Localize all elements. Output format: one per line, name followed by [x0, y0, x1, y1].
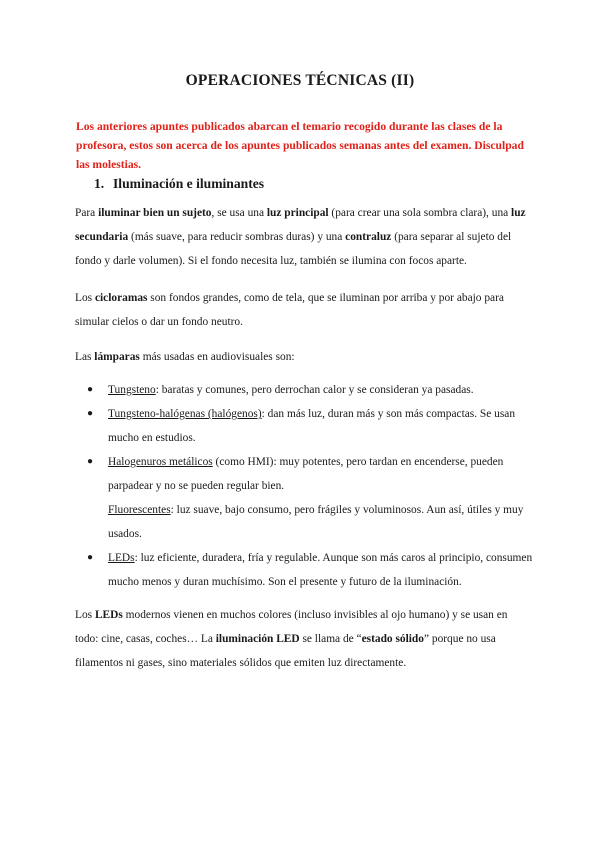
text-run: (para separar al sujeto del fondo y darle volumen). Si el fondo necesita luz, también se ilumina con focos aparte. — [75, 231, 512, 267]
bullet-icon: ● — [87, 384, 94, 395]
list-item-text: : luz eficiente, duradera, fría y regulable. Aunque son más caros al principio, consumen mucho menos y duran muchísimo. Son el presente y futuro de la iluminación. — [108, 552, 533, 588]
text-run: modernos vienen en muchos colores (incluso invisibles al ojo humano) y se usan en todo: cine, casas, coches… La — [75, 609, 508, 645]
paragraph-lighting — [75, 201, 533, 273]
bold-term: cicloramas — [94, 292, 148, 304]
list-item-term: Tungsteno-halógenas (halógenos) — [108, 408, 262, 420]
list-item-term: LEDs — [108, 552, 135, 564]
text-run: Los — [75, 292, 95, 304]
notice-text: Los anteriores apuntes publicados abarcan el temario recogido durante las clases de la profesora, estos son acerca de los apuntes publicados semanas antes del examen. Disculpad las molestias. — [76, 120, 524, 171]
list-item-term: Fluorescentes — [108, 504, 171, 516]
list-item-text: : luz suave, bajo consumo, pero frágiles y voluminosos. Aun así, útiles y muy usados. — [108, 504, 524, 540]
list-item-term: Tungsteno — [108, 384, 156, 396]
bold-term: LEDs — [94, 609, 123, 621]
bold-term: contraluz — [345, 231, 392, 243]
text-run: ” porque no usa filamentos ni gases, sino materiales sólidos que emiten luz directamente. — [75, 633, 496, 669]
paragraph-lamps-intro — [75, 345, 533, 369]
text-run: Las — [75, 351, 95, 363]
list-item — [75, 450, 535, 546]
document-title: OPERACIONES TÉCNICAS (II) — [185, 72, 415, 89]
bullet-icon: ● — [87, 408, 94, 419]
list-item — [75, 402, 535, 450]
section-heading — [94, 176, 264, 192]
list-item-text: : baratas y comunes, pero derrochan calor y se consideran ya pasadas. — [155, 384, 474, 396]
bold-term: iluminación LED — [215, 633, 300, 645]
bold-term: luz secundaria — [75, 207, 526, 243]
list-item-text: : dan más luz, duran más y son más compactas. Se usan mucho en estudios. — [108, 408, 516, 444]
text-run: más usadas en audiovisuales son: — [139, 351, 295, 363]
text-run: , se usa una — [211, 207, 267, 219]
lamp-list — [75, 378, 535, 594]
bold-term: lámparas — [94, 351, 140, 363]
text-run: (para crear una sola sombra clara), una — [328, 207, 512, 219]
text-run: se llama de “ — [299, 633, 362, 645]
paragraph-leds — [75, 603, 533, 675]
bullet-icon: ● — [87, 552, 94, 563]
list-item-text: (como HMI): muy potentes, pero tardan en encenderse, pueden parpadear y no se pueden regular bien. — [108, 456, 504, 492]
text-run: Para — [75, 207, 99, 219]
paragraph-cycloramas — [75, 286, 533, 334]
bold-term: estado sólido — [361, 633, 424, 645]
list-item-term: Halogenuros metálicos — [108, 456, 213, 468]
section-number: 1. — [94, 176, 105, 191]
bold-term: iluminar bien un sujeto — [98, 207, 212, 219]
bold-term: luz principal — [266, 207, 329, 219]
list-item — [75, 378, 535, 402]
bullet-icon: ● — [87, 456, 94, 467]
text-run: son fondos grandes, como de tela, que se iluminan por arriba y por abajo para simular cielos o dar un fondo neutro. — [75, 292, 504, 328]
text-run: Los — [75, 609, 95, 621]
text-run: (más suave, para reducir sombras duras) y una — [128, 231, 346, 243]
list-item — [75, 546, 535, 594]
section-title: Iluminación e iluminantes — [113, 176, 265, 191]
